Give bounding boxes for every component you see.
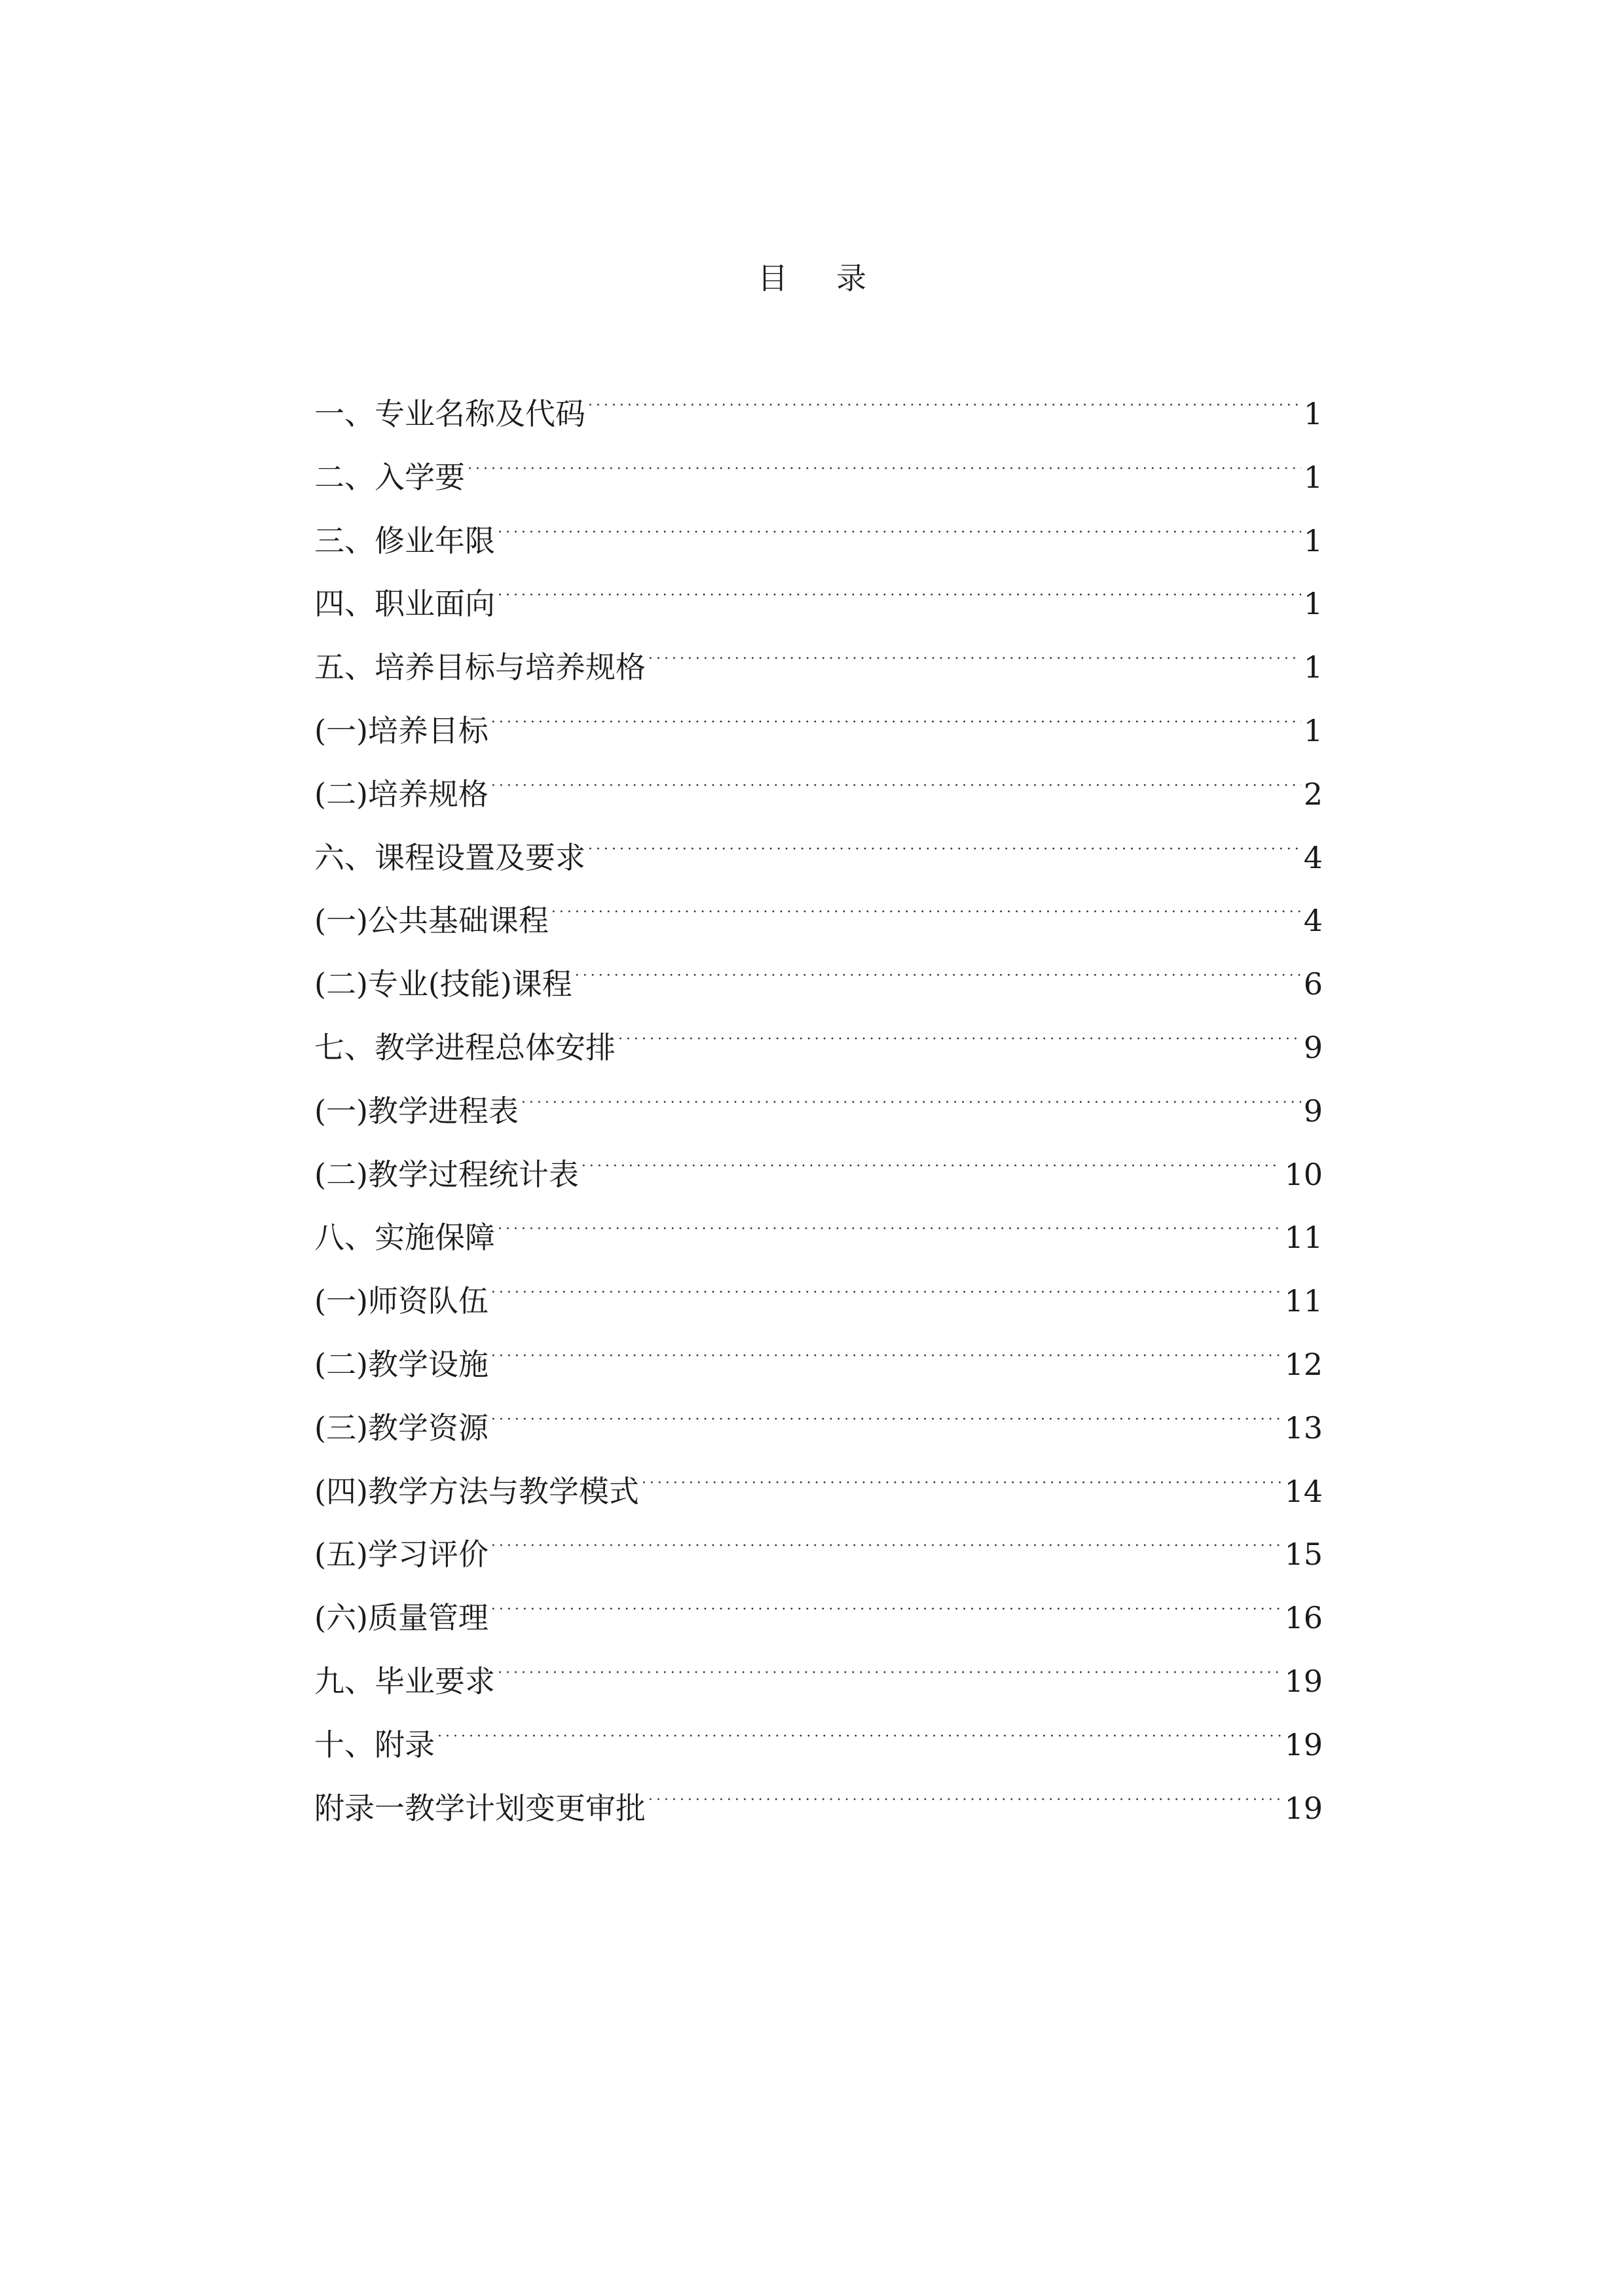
toc-entry-page: 1 <box>1303 586 1323 622</box>
toc-entry-page: 1 <box>1303 459 1323 495</box>
toc-dot-leader <box>521 1082 1301 1121</box>
toc-entry-page: 15 <box>1284 1537 1323 1573</box>
toc-entry-label: 六、课程设置及要求 <box>314 839 585 875</box>
toc-dot-leader <box>498 1652 1282 1692</box>
toc-entry-label: 三、修业年限 <box>314 522 495 558</box>
toc-entry-page: 10 <box>1284 1156 1323 1192</box>
toc-entry-label: (二)专业(技能)课程 <box>314 966 572 1002</box>
toc-entry[interactable] <box>314 1082 1323 1146</box>
toc-entry-label: 五、培养目标与培养规格 <box>314 649 646 685</box>
toc-entry-page: 19 <box>1284 1790 1323 1826</box>
toc-entry[interactable] <box>314 892 1323 955</box>
toc-entry-page: 1 <box>1303 396 1323 431</box>
toc-entry-label: (一)培养目标 <box>314 712 489 748</box>
toc-entry-label: (二)教学设施 <box>314 1346 489 1382</box>
toc-entry-label: (一)公共基础课程 <box>314 903 549 939</box>
toc-entry-label: 四、职业面向 <box>314 586 495 622</box>
toc-dot-leader <box>437 1716 1282 1755</box>
toc-entry-page: 1 <box>1303 522 1323 558</box>
toc-dot-leader <box>491 1589 1282 1628</box>
toc-entry[interactable] <box>314 1652 1323 1716</box>
toc-entry[interactable] <box>314 1716 1323 1779</box>
toc-entry-page: 11 <box>1284 1283 1323 1319</box>
toc-entry-label: (二)教学过程统计表 <box>314 1156 579 1192</box>
toc-dot-leader <box>491 1525 1282 1565</box>
toc-dot-leader <box>498 1209 1282 1248</box>
toc-title-char-1: 目 <box>758 261 788 296</box>
toc-entry-label: 九、毕业要求 <box>314 1663 495 1699</box>
toc-entry-label: (五)学习评价 <box>314 1537 489 1573</box>
toc-dot-leader <box>498 575 1301 614</box>
toc-entry-label: 八、实施保障 <box>314 1220 495 1256</box>
toc-dot-leader <box>588 829 1301 868</box>
toc-entry-page: 4 <box>1303 903 1323 939</box>
toc-entry[interactable] <box>314 1399 1323 1463</box>
toc-entry[interactable] <box>314 1019 1323 1082</box>
toc-title <box>0 259 1624 298</box>
toc-entry[interactable] <box>314 1146 1323 1209</box>
toc-dot-leader <box>491 1272 1282 1311</box>
toc-entry-page: 9 <box>1303 1029 1323 1065</box>
toc-dot-leader <box>551 892 1301 931</box>
toc-dot-leader <box>491 1336 1282 1375</box>
toc-entry-label: 七、教学进程总体安排 <box>314 1029 616 1065</box>
toc-entry[interactable] <box>314 512 1323 575</box>
toc-entry-label: (二)培养规格 <box>314 776 489 812</box>
toc-entry-page: 2 <box>1303 776 1323 812</box>
toc-entry[interactable] <box>314 765 1323 829</box>
toc-dot-leader <box>642 1463 1282 1502</box>
toc-entry-label: 二、入学要 <box>314 459 465 495</box>
toc-entry[interactable] <box>314 1525 1323 1589</box>
toc-dot-leader <box>491 765 1301 805</box>
toc-dot-leader <box>468 448 1301 488</box>
toc-entry-page: 4 <box>1303 839 1323 875</box>
toc-entry-page: 9 <box>1303 1093 1323 1129</box>
toc-entry-page: 11 <box>1284 1220 1323 1256</box>
toc-entry-page: 1 <box>1303 649 1323 685</box>
toc-entry-page: 12 <box>1284 1346 1323 1382</box>
toc-list <box>314 385 1323 1842</box>
toc-entry-page: 19 <box>1284 1663 1323 1699</box>
toc-entry-label: (一)教学进程表 <box>314 1093 519 1129</box>
toc-entry[interactable] <box>314 1209 1323 1272</box>
toc-dot-leader <box>618 1019 1301 1058</box>
toc-dot-leader <box>575 955 1301 994</box>
toc-dot-leader <box>648 1779 1282 1819</box>
toc-entry-label: 十、附录 <box>314 1726 435 1762</box>
toc-entry[interactable] <box>314 638 1323 702</box>
toc-dot-leader <box>491 702 1301 741</box>
toc-entry-label: (三)教学资源 <box>314 1410 489 1446</box>
toc-entry[interactable] <box>314 448 1323 512</box>
toc-entry-label: (六)质量管理 <box>314 1600 489 1636</box>
toc-dot-leader <box>648 638 1301 678</box>
toc-entry-page: 19 <box>1284 1726 1323 1762</box>
toc-entry-label: 附录一教学计划变更审批 <box>314 1790 646 1826</box>
toc-entry-label: (一)师资队伍 <box>314 1283 489 1319</box>
toc-entry[interactable] <box>314 1779 1323 1843</box>
toc-entry[interactable] <box>314 829 1323 892</box>
toc-title-char-2: 录 <box>836 261 866 296</box>
toc-dot-leader <box>588 385 1301 424</box>
toc-entry[interactable] <box>314 702 1323 765</box>
toc-dot-leader <box>581 1146 1282 1185</box>
toc-entry-label: (四)教学方法与教学模式 <box>314 1473 639 1509</box>
toc-entry-page: 14 <box>1284 1473 1323 1509</box>
toc-entry[interactable] <box>314 1463 1323 1526</box>
toc-entry-page: 16 <box>1284 1600 1323 1636</box>
toc-entry-page: 1 <box>1303 712 1323 748</box>
toc-entry-page: 6 <box>1303 966 1323 1002</box>
toc-entry-page: 13 <box>1284 1410 1323 1446</box>
toc-entry[interactable] <box>314 1272 1323 1336</box>
toc-entry[interactable] <box>314 1589 1323 1652</box>
toc-dot-leader <box>491 1399 1282 1438</box>
toc-entry[interactable] <box>314 575 1323 638</box>
toc-entry[interactable] <box>314 385 1323 448</box>
toc-dot-leader <box>498 512 1301 551</box>
toc-entry[interactable] <box>314 955 1323 1019</box>
toc-entry[interactable] <box>314 1336 1323 1399</box>
toc-entry-label: 一、专业名称及代码 <box>314 396 585 431</box>
